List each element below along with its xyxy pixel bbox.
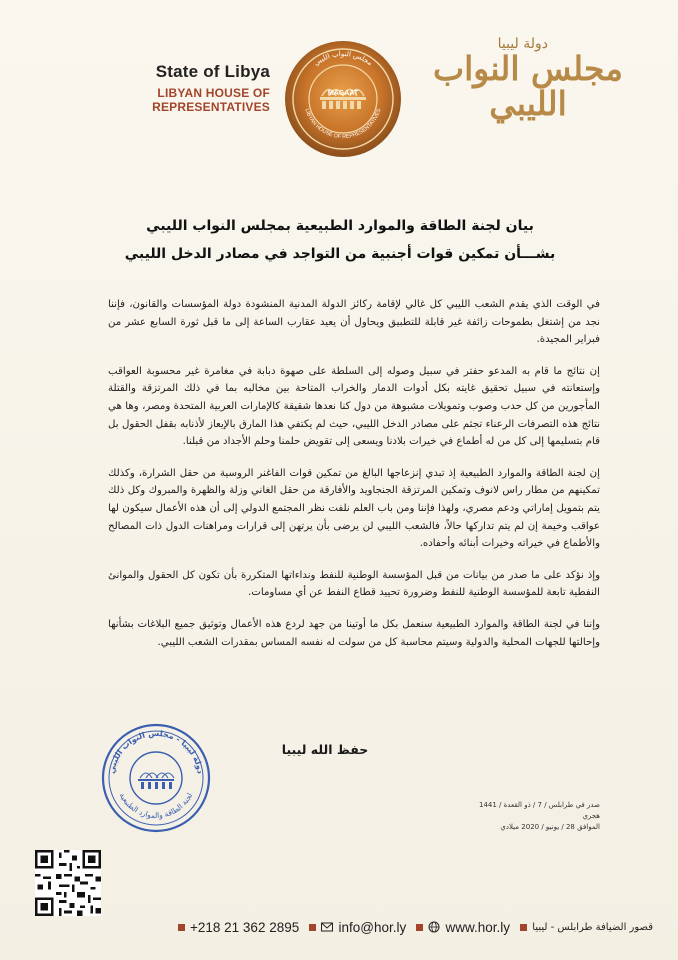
svg-text:مجلس النواب الليبي: مجلس النواب الليبي (312, 49, 374, 68)
svg-text:MAGAAT: MAGAAT (327, 90, 359, 97)
contact-footer (178, 916, 653, 938)
svg-text:لجنة الطاقة والموارد الطبيعية: لجنة الطاقة والموارد الطبيعية (117, 791, 195, 821)
footer-address (520, 922, 653, 933)
bullet-square-icon (178, 924, 185, 931)
qr-code (35, 850, 101, 916)
committee-stamp (100, 722, 212, 834)
reference-line-gregorian: الموافق 28 / يونيو / 2020 ميلادي (500, 823, 600, 831)
website-url: www.hor.ly (445, 919, 511, 935)
bullet-square-icon (520, 924, 527, 931)
svg-text:دولة ليبيا - مجلس النواب الليب: دولة ليبيا - مجلس النواب الليبي (107, 728, 205, 775)
statement-subtitle: بشـــأن تمكين قوات أجنبية من التواجد في مصادر الدخل الليبي (124, 246, 556, 262)
svg-text:LIBYAN HOUSE OF REPRESENTATIVE: LIBYAN HOUSE OF REPRESENTATIVES (303, 108, 383, 141)
paragraph-3: إن لجنة الطاقة والموارد الطبيعية إذ تبدي إنزعاجها البالغ من تمكين قوات الفاغنر الروسية من حقل الشرارة، وكذلك تمكينهم من مطار راس لانوف وتمكين المرتزقة الجنجاويد والأفارقة من حقل الغاني وزلة والظهرة والمبروك وكل ذلك يتم بتمويل إماراتي ودعم مصري، ولهذا فإننا ومن باب العلم نلفت نظر المجتمع الدولي إلى أن هذه الأعمال سيكون لها عواقب وخيمة إن لم يتم تداركها حالاً، فالشعب الليبي لن يرضى بأن يرتهن إلى قرارات ومراهنات الدول ذات المصالح والأطماع في خيراته وخيرات أبنائه وأحفاده. (108, 467, 600, 550)
statement-body (108, 296, 600, 665)
header-right (418, 36, 638, 121)
state-name-ar: دولة ليبيا (497, 36, 548, 52)
reference-date (460, 800, 600, 833)
footer-website[interactable] (416, 920, 510, 935)
paragraph-4: وإذ نؤكد على ما صدر من بيانات من قبل المؤسسة الوطنية للنفط ونداءاتها المتكررة بأن تكون كل الحقول والموانئ النفطية تابعة للمؤسسة الوطنية للنفط وضرورة تحييد قطاع النفط عن أي مساومات. (108, 569, 600, 599)
paragraph-1: في الوقت الذي يقدم الشعب الليبي كل غالي لإقامة ركائز الدولة المدنية المنشودة دولة المؤسسات والقانون، فإننا نجد من إشتغل بطموحات زائفة غير قابلة للتطبيق ويحاول أن يعيد عقارب الساعة إلى ما قبل ثورة السابع عشر من فبراير المجيدة. (108, 299, 600, 346)
state-name-en: State of Libya (155, 62, 270, 81)
house-name-ar: مجلس النواب الليبي (433, 49, 623, 123)
sign-off: حفظ الله ليبيا (281, 742, 369, 757)
footer-email[interactable] (309, 920, 406, 935)
globe-icon (428, 921, 440, 933)
header-left (70, 62, 270, 114)
bullet-square-icon (309, 924, 316, 931)
house-name-en: LIBYAN HOUSE OF REPRESENTATIVES (152, 86, 270, 114)
reference-line-hijri: صدر في طرابلس / 7 / ذو القعدة / 1441 هجري (479, 801, 600, 820)
statement-title: بيان لجنة الطاقة والموارد الطبيعية بمجلس النواب الليبي (146, 218, 534, 234)
email-address: info@hor.ly (338, 919, 407, 935)
footer-phone[interactable] (178, 920, 299, 935)
house-emblem-logo (282, 38, 404, 160)
envelope-icon (321, 921, 333, 933)
paragraph-2: إن نتائج ما قام به المدعو حفتر في سبيل وصوله إلى السلطة على صهوة دبابة في مغامرة غير محسوبة العواقب وإستعانته في سبيل تحقيق غايته بكل أدوات الدمار والخراب المتاحة بين مخالبه بما في ذلك المرتزقة والقتلة المأجورين من كل حدب وصوب وتمويلات مشبوهة من دول كنا نعدها شقيقة كالإمارات العربية المتحدة ومصر، وها هي نتائج هذه التصرفات الرعناء تجثم على مصادر الدخل الليبي، حيث لم يكتفي هذا المارق بالإيعاز لأذنابه بقفل الحقول بل قام بتسليمها إلى كل من له أطماع في خيرات بلادنا ويسعى إلى تقويض حلمنا وحلم الأجداد من قبلنا. (108, 365, 600, 448)
paragraph-5: وإننا في لجنة الطاقة والموارد الطبيعية سنعمل بكل ما أوتينا من جهد لردع هذه الأعمال وتوثيق جميع البلاغات بشأنها وإحالتها للجهات المحلية والدولية وسيتم محاسبة كل من سولت له نفسه المساس بمقدرات الشعب الليبي. (108, 618, 600, 648)
phone-number: +218 21 362 2895 (190, 919, 300, 935)
postal-address: قصور الضيافة طرابلس - ليبيا (532, 921, 653, 933)
bullet-square-icon (416, 924, 423, 931)
